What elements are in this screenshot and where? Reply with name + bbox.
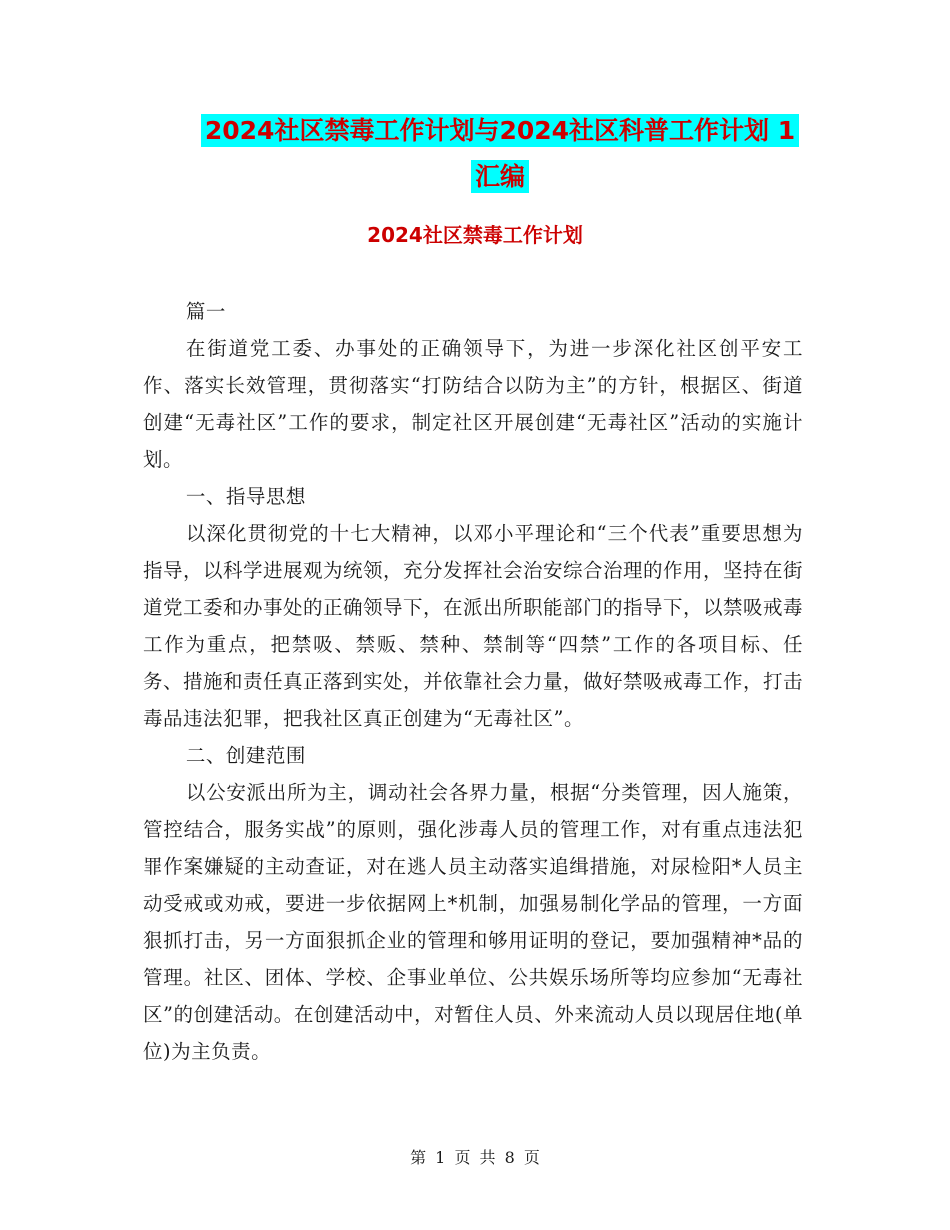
page-footer: 第 1 页 共 8 页 <box>410 1148 540 1167</box>
section-title: 2024社区禁毒工作计划 <box>367 223 583 247</box>
paragraph-intro: 在街道党工委、办事处的正确领导下，为进一步深化社区创平安工作、落实长效管理，贯彻落实“打防结合以防为主”的方针，根据区、街道创建“无毒社区”工作的要求，制定社区开展创建“无毒社区”活动的实施计划。 <box>143 337 803 471</box>
title-line-2: 汇编 <box>471 160 529 193</box>
heading-guiding-thought: 一、指导思想 <box>185 485 306 508</box>
title-line-1: 2024社区禁毒工作计划与2024社区科普工作计划 1 <box>201 114 799 147</box>
heading-scope: 二、创建范围 <box>185 744 306 767</box>
document-body <box>143 293 803 1070</box>
document-title <box>190 108 810 200</box>
paragraph-scope: 以公安派出所为主，调动社会各界力量，根据“分类管理，因人施策，管控结合，服务实战”的原则，强化涉毒人员的管理工作，对有重点违法犯罪作案嫌疑的主动查证，对在逃人员主动落实追缉措施，对尿检阳*人员主动受戒或劝戒，要进一步依据网上*机制，加强易制化学品的管理，一方面狠抓打击，另一方面狠抓企业的管理和够用证明的登记，要加强精神*品的管理。社区、团体、学校、企事业单位、公共娱乐场所等均应参加“无毒社区”的创建活动。在创建活动中，对暂住人员、外来流动人员以现居住地(单位)为主负责。 <box>143 781 803 1063</box>
paragraph-section-label: 篇一 <box>185 300 226 323</box>
paragraph-guiding-thought: 以深化贯彻党的十七大精神，以邓小平理论和“三个代表”重要思想为指导，以科学进展观为统领，充分发挥社会治安综合治理的作用，坚持在街道党工委和办事处的正确领导下，在派出所职能部门的指导下，以禁吸戒毒工作为重点，把禁吸、禁贩、禁种、禁制等“四禁”工作的各项目标、任务、措施和责任真正落到实处，并依靠社会力量，做好禁吸戒毒工作，打击毒品违法犯罪，把我社区真正创建为“无毒社区”。 <box>143 522 804 730</box>
